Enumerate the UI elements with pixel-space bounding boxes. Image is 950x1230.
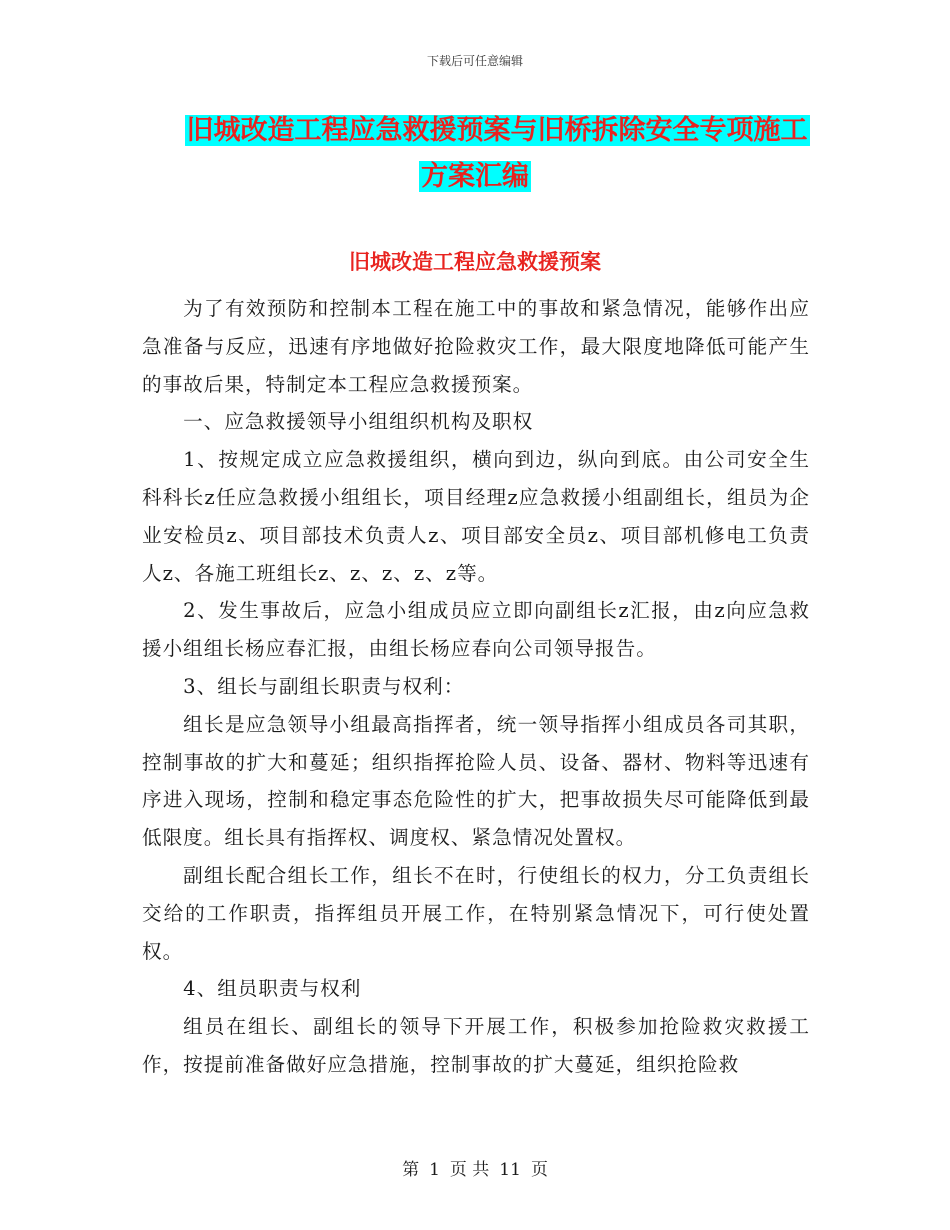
total-pages-number: 11 bbox=[499, 1160, 521, 1180]
paragraph: 为了有效预防和控制本工程在施工中的事故和紧急情况，能够作出应急准备与反应，迅速有序地做好抢险救灾工作，最大限度地降低可能产生的事故后果，特制定本工程应急救援预案。 bbox=[142, 297, 810, 396]
document-title bbox=[0, 108, 950, 200]
heading-paragraph: 一、应急救援领导小组组织机构及职权 bbox=[183, 410, 534, 434]
current-page-number: 1 bbox=[429, 1160, 440, 1180]
page-footer bbox=[0, 1155, 950, 1180]
paragraph: 组长是应急领导小组最高指挥者，统一领导指挥小组成员各司其职，控制事故的扩大和蔓延；组织指挥抢险人员、设备、器材、物料等迅速有序进入现场，控制和稳定事态危险性的扩大，把事故损失尽可能降低到最低限度。组长具有指挥权、调度权、紧急情况处置权。 bbox=[142, 712, 810, 850]
footer-label-page: 第 bbox=[402, 1160, 420, 1180]
document-title-line-1: 旧城改造工程应急救援预案与旧桥拆除安全专项施工 bbox=[186, 115, 808, 146]
paragraph: 1、按规定成立应急救援组织，横向到边，纵向到底。由公司安全生科科长z任应急救援小组组长，项目经理z应急救援小组副组长，组员为企业安检员z、项目部技术负责人z、项目部安全员z、项目部机修电工负责人z、各施工班组长z、z、z、z、z等。 bbox=[142, 448, 810, 585]
footer-label-of: 页 共 bbox=[449, 1160, 490, 1180]
paragraph: 副组长配合组长工作，组长不在时，行使组长的权力，分工负责组长交给的工作职责，指挥组员开展工作，在特别紧急情况下，可行使处置权。 bbox=[142, 863, 810, 963]
section-title: 旧城改造工程应急救援预案 bbox=[349, 249, 601, 274]
paragraph: 3、组长与副组长职责与权利： bbox=[183, 674, 465, 698]
document-body bbox=[142, 290, 810, 1084]
paragraph: 4、组员职责与权利 bbox=[183, 977, 362, 1001]
paragraph: 2、发生事故后，应急小组成员应立即向副组长z汇报，由z向应急救援小组组长杨应春汇报，由组长杨应春向公司领导报告。 bbox=[142, 599, 810, 661]
document-title-line-2: 方案汇编 bbox=[421, 161, 529, 192]
footer-label-end: 页 bbox=[530, 1160, 548, 1180]
paragraph: 组员在组长、副组长的领导下开展工作，积极参加抢险救灾救援工作，按提前准备做好应急措施，控制事故的扩大蔓延，组织抢险救 bbox=[142, 1015, 810, 1076]
header-note: 下载后可任意编辑 bbox=[426, 54, 523, 68]
